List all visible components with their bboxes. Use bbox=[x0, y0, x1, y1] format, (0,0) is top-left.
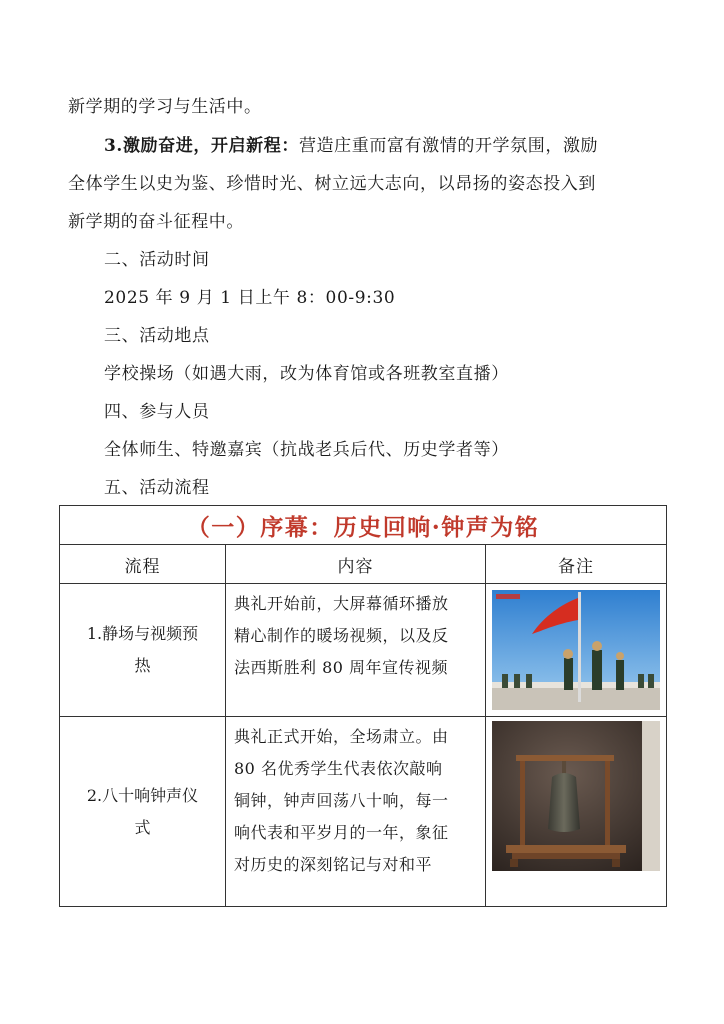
section-body-participants: 全体师生、特邀嘉宾（抗战老兵后代、历史学者等） bbox=[104, 440, 509, 460]
header-content: 内容 bbox=[226, 545, 486, 584]
step-cell bbox=[60, 584, 226, 717]
paragraph-item3-line1 bbox=[104, 135, 598, 157]
section-body-time: 2025 年 9 月 1 日上午 8：00-9:30 bbox=[104, 288, 396, 308]
procedure-table bbox=[59, 505, 667, 907]
paragraph-continuation: 新学期的学习与生活中。 bbox=[68, 97, 262, 117]
section-heading-procedure: 五、活动流程 bbox=[104, 478, 210, 498]
paragraph-item3-line3: 新学期的奋斗征程中。 bbox=[68, 212, 244, 232]
section-heading-participants: 四、参与人员 bbox=[104, 402, 210, 422]
content-cell bbox=[226, 584, 486, 717]
content-line: 80 名优秀学生代表依次敲响 bbox=[234, 759, 443, 778]
bronze-bell-photo bbox=[492, 721, 660, 871]
header-step: 流程 bbox=[60, 545, 226, 584]
table-title: （一）序幕：历史回响·钟声为铭 bbox=[60, 506, 667, 545]
section-heading-time: 二、活动时间 bbox=[104, 250, 210, 270]
section-body-location: 学校操场（如遇大雨，改为体育馆或各班教室直播） bbox=[104, 364, 509, 384]
item3-text: 营造庄重而富有激情的开学氛围，激励 bbox=[298, 136, 599, 156]
content-line: 响代表和平岁月的一年，象征 bbox=[234, 823, 449, 842]
note-cell bbox=[486, 584, 667, 717]
step-line: 式 bbox=[134, 817, 151, 837]
step-line: 1.静场与视频预 bbox=[86, 624, 199, 643]
step-line: 热 bbox=[134, 656, 151, 675]
content-line: 法西斯胜利 80 周年宣传视频 bbox=[234, 658, 449, 677]
table-row bbox=[60, 717, 667, 907]
content-cell bbox=[226, 717, 486, 907]
paragraph-item3-line2: 全体学生以史为鉴、珍惜时光、树立远大志向，以昂扬的姿态投入到 bbox=[68, 174, 596, 194]
content-line: 典礼开始前，大屏幕循环播放 bbox=[234, 594, 449, 613]
section-heading-location: 三、活动地点 bbox=[104, 326, 210, 346]
content-line: 典礼正式开始，全场肃立。由 bbox=[234, 727, 449, 746]
note-cell bbox=[486, 717, 667, 907]
item3-lead: 3.激励奋进，开启新程： bbox=[104, 136, 299, 156]
content-line: 精心制作的暖场视频，以及反 bbox=[234, 626, 449, 645]
step-line: 2.八十响钟声仪 bbox=[86, 785, 199, 805]
content-line: 铜钟，钟声回荡八十响，每一 bbox=[234, 791, 449, 810]
table-row bbox=[60, 584, 667, 717]
content-line: 对历史的深刻铭记与对和平 bbox=[234, 855, 433, 874]
flag-raising-ceremony-photo bbox=[492, 590, 660, 710]
header-note: 备注 bbox=[486, 545, 667, 584]
step-cell bbox=[60, 717, 226, 907]
